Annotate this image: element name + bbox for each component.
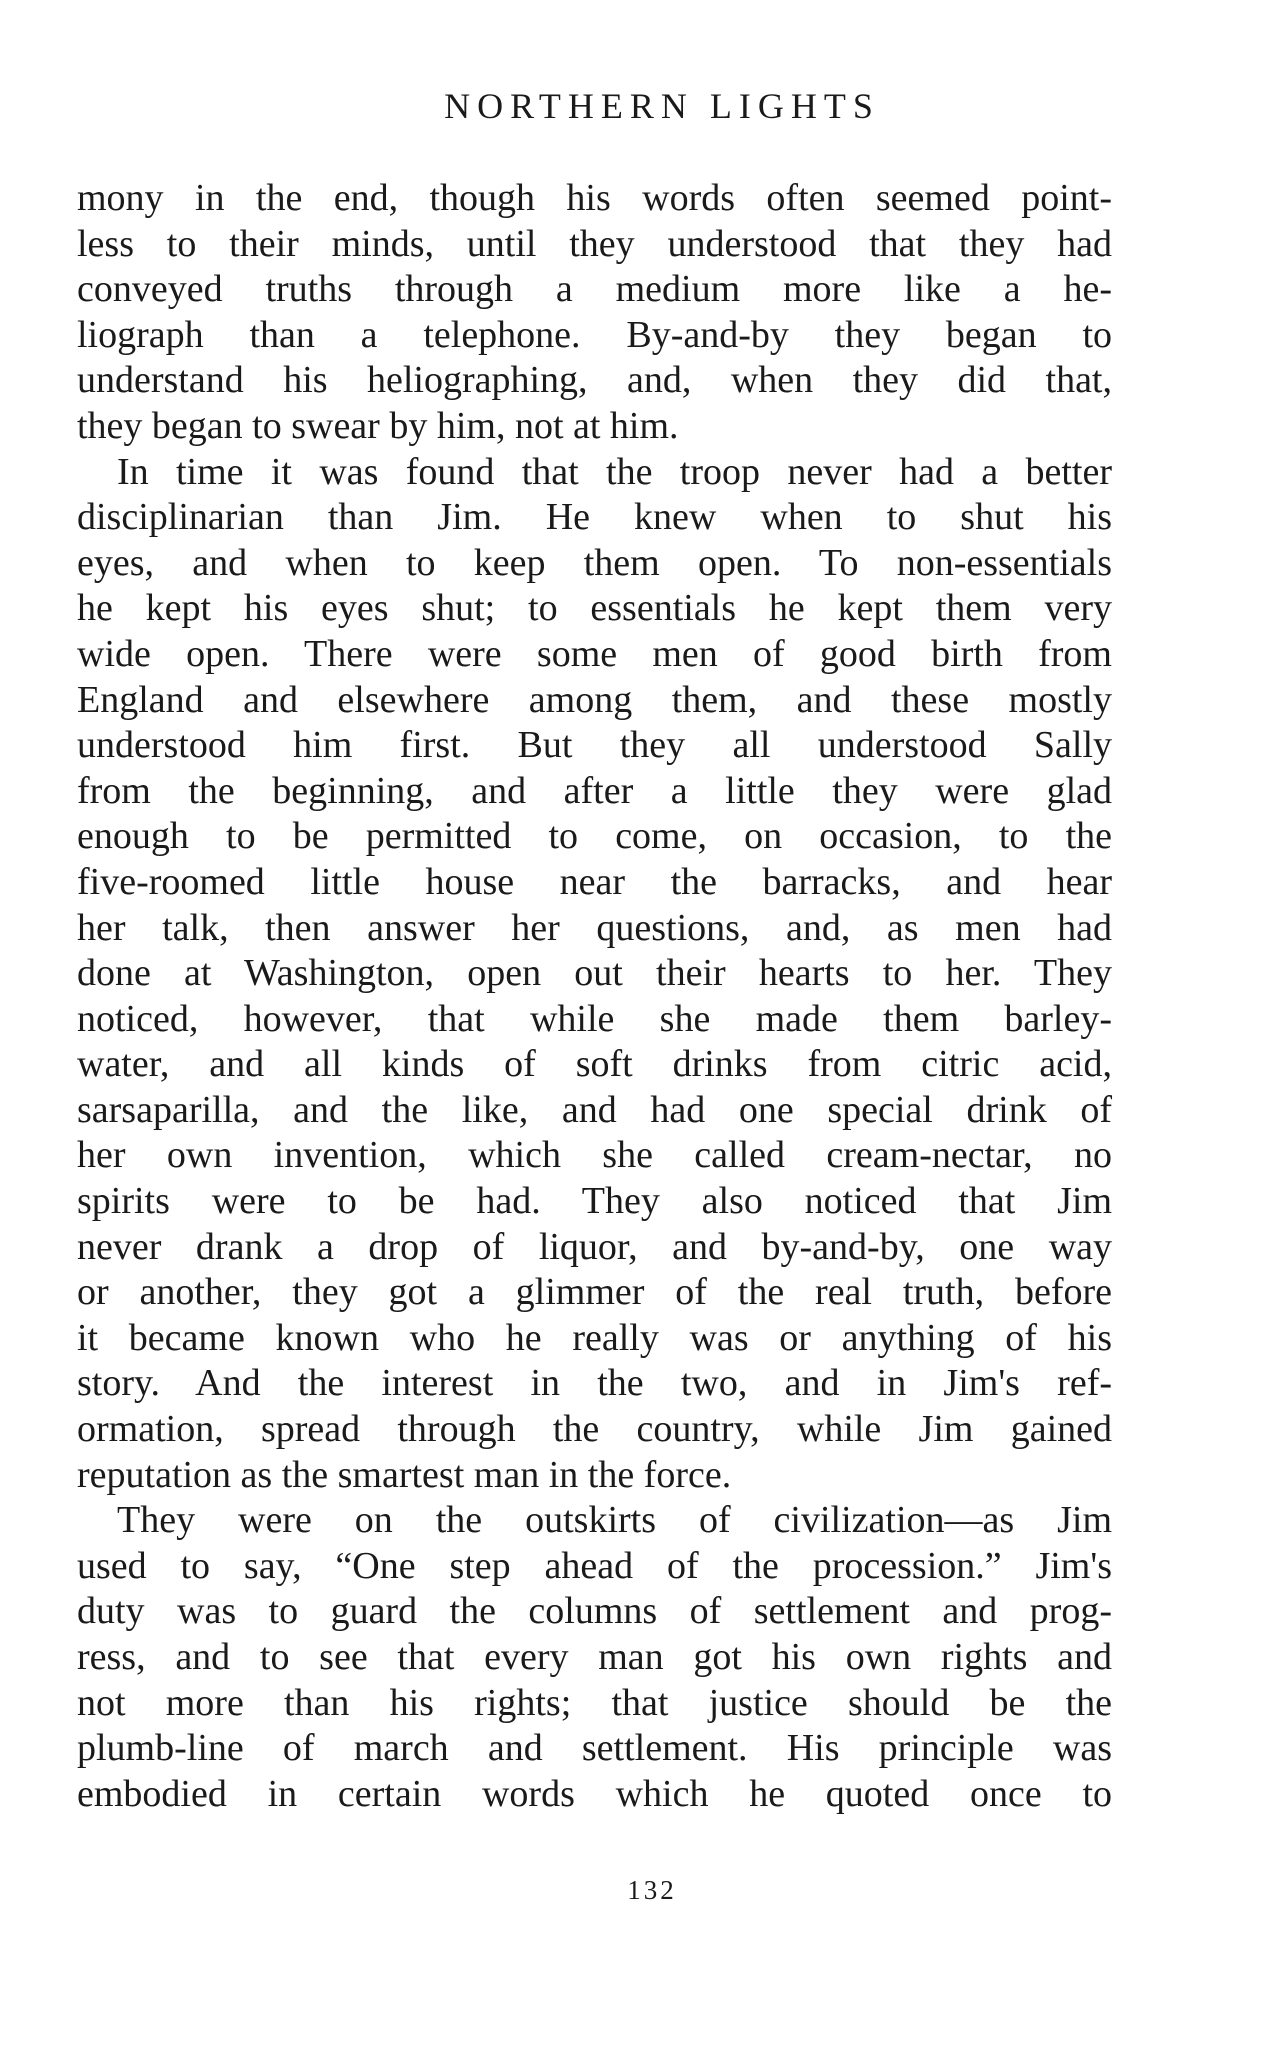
text-line: mony in the end, though his words often seemed point-: [77, 177, 1112, 219]
text-line: or another, they got a glimmer of the real truth, before: [77, 1271, 1112, 1314]
text-line: England and elsewhere among them, and these mostly: [77, 678, 1112, 721]
text-line: it became known who he really was or anything of his: [77, 1316, 1112, 1359]
text-line: never drank a drop of liquor, and by-and-by, one way: [77, 1225, 1112, 1268]
text-line: They were on the outskirts of civilization—as Jim: [117, 1499, 1112, 1542]
text-line: less to their minds, until they understood that they had: [77, 222, 1112, 265]
text-line: ormation, spread through the country, while Jim gained: [77, 1408, 1112, 1451]
running-head: NORTHERN LIGHTS: [444, 86, 880, 126]
text-line: duty was to guard the columns of settlement and prog-: [77, 1590, 1112, 1633]
text-line: spirits were to be had. They also noticed that Jim: [77, 1180, 1112, 1223]
text-line: story. And the interest in the two, and in Jim's ref-: [77, 1362, 1112, 1405]
page-number: 132: [627, 1875, 677, 1905]
text-line: liograph than a telephone. By-and-by they began to: [77, 313, 1112, 356]
text-line: not more than his rights; that justice should be the: [77, 1681, 1112, 1724]
text-line: her own invention, which she called cream-nectar, no: [77, 1134, 1112, 1177]
text-line: reputation as the smartest man in the force.: [77, 1453, 732, 1496]
text-line: understood him first. But they all understood Sally: [77, 724, 1112, 767]
text-line: noticed, however, that while she made them barley-: [77, 997, 1112, 1040]
text-line: ress, and to see that every man got his own rights and: [77, 1636, 1112, 1678]
text-line: disciplinarian than Jim. He knew when to shut his: [77, 496, 1112, 539]
text-line: he kept his eyes shut; to essentials he kept them very: [77, 587, 1112, 630]
text-line: from the beginning, and after a little they were glad: [77, 769, 1112, 812]
text-line: five-roomed little house near the barracks, and hear: [77, 860, 1112, 903]
text-line: sarsaparilla, and the like, and had one special drink of: [77, 1088, 1112, 1131]
text-line: wide open. There were some men of good birth from: [77, 632, 1112, 675]
text-line: understand his heliographing, and, when they did that,: [77, 359, 1112, 402]
text-line: used to say, “One step ahead of the procession.” Jim's: [77, 1544, 1112, 1587]
text-line: enough to be permitted to come, on occasion, to the: [77, 815, 1112, 858]
text-line: embodied in certain words which he quoted once to: [77, 1772, 1112, 1815]
text-line: plumb-line of march and settlement. His principle was: [77, 1727, 1112, 1770]
text-line: conveyed truths through a medium more like a he-: [77, 268, 1112, 311]
text-line: water, and all kinds of soft drinks from citric acid,: [77, 1043, 1112, 1086]
text-line: In time it was found that the troop never had a better: [117, 450, 1112, 493]
text-line: her talk, then answer her questions, and, as men had: [77, 906, 1112, 949]
text-line: done at Washington, open out their hearts to her. They: [77, 952, 1112, 995]
text-line: they began to swear by him, not at him.: [77, 404, 679, 447]
body-text: [77, 176, 1112, 1817]
text-line: eyes, and when to keep them open. To non-essentials: [77, 541, 1112, 584]
